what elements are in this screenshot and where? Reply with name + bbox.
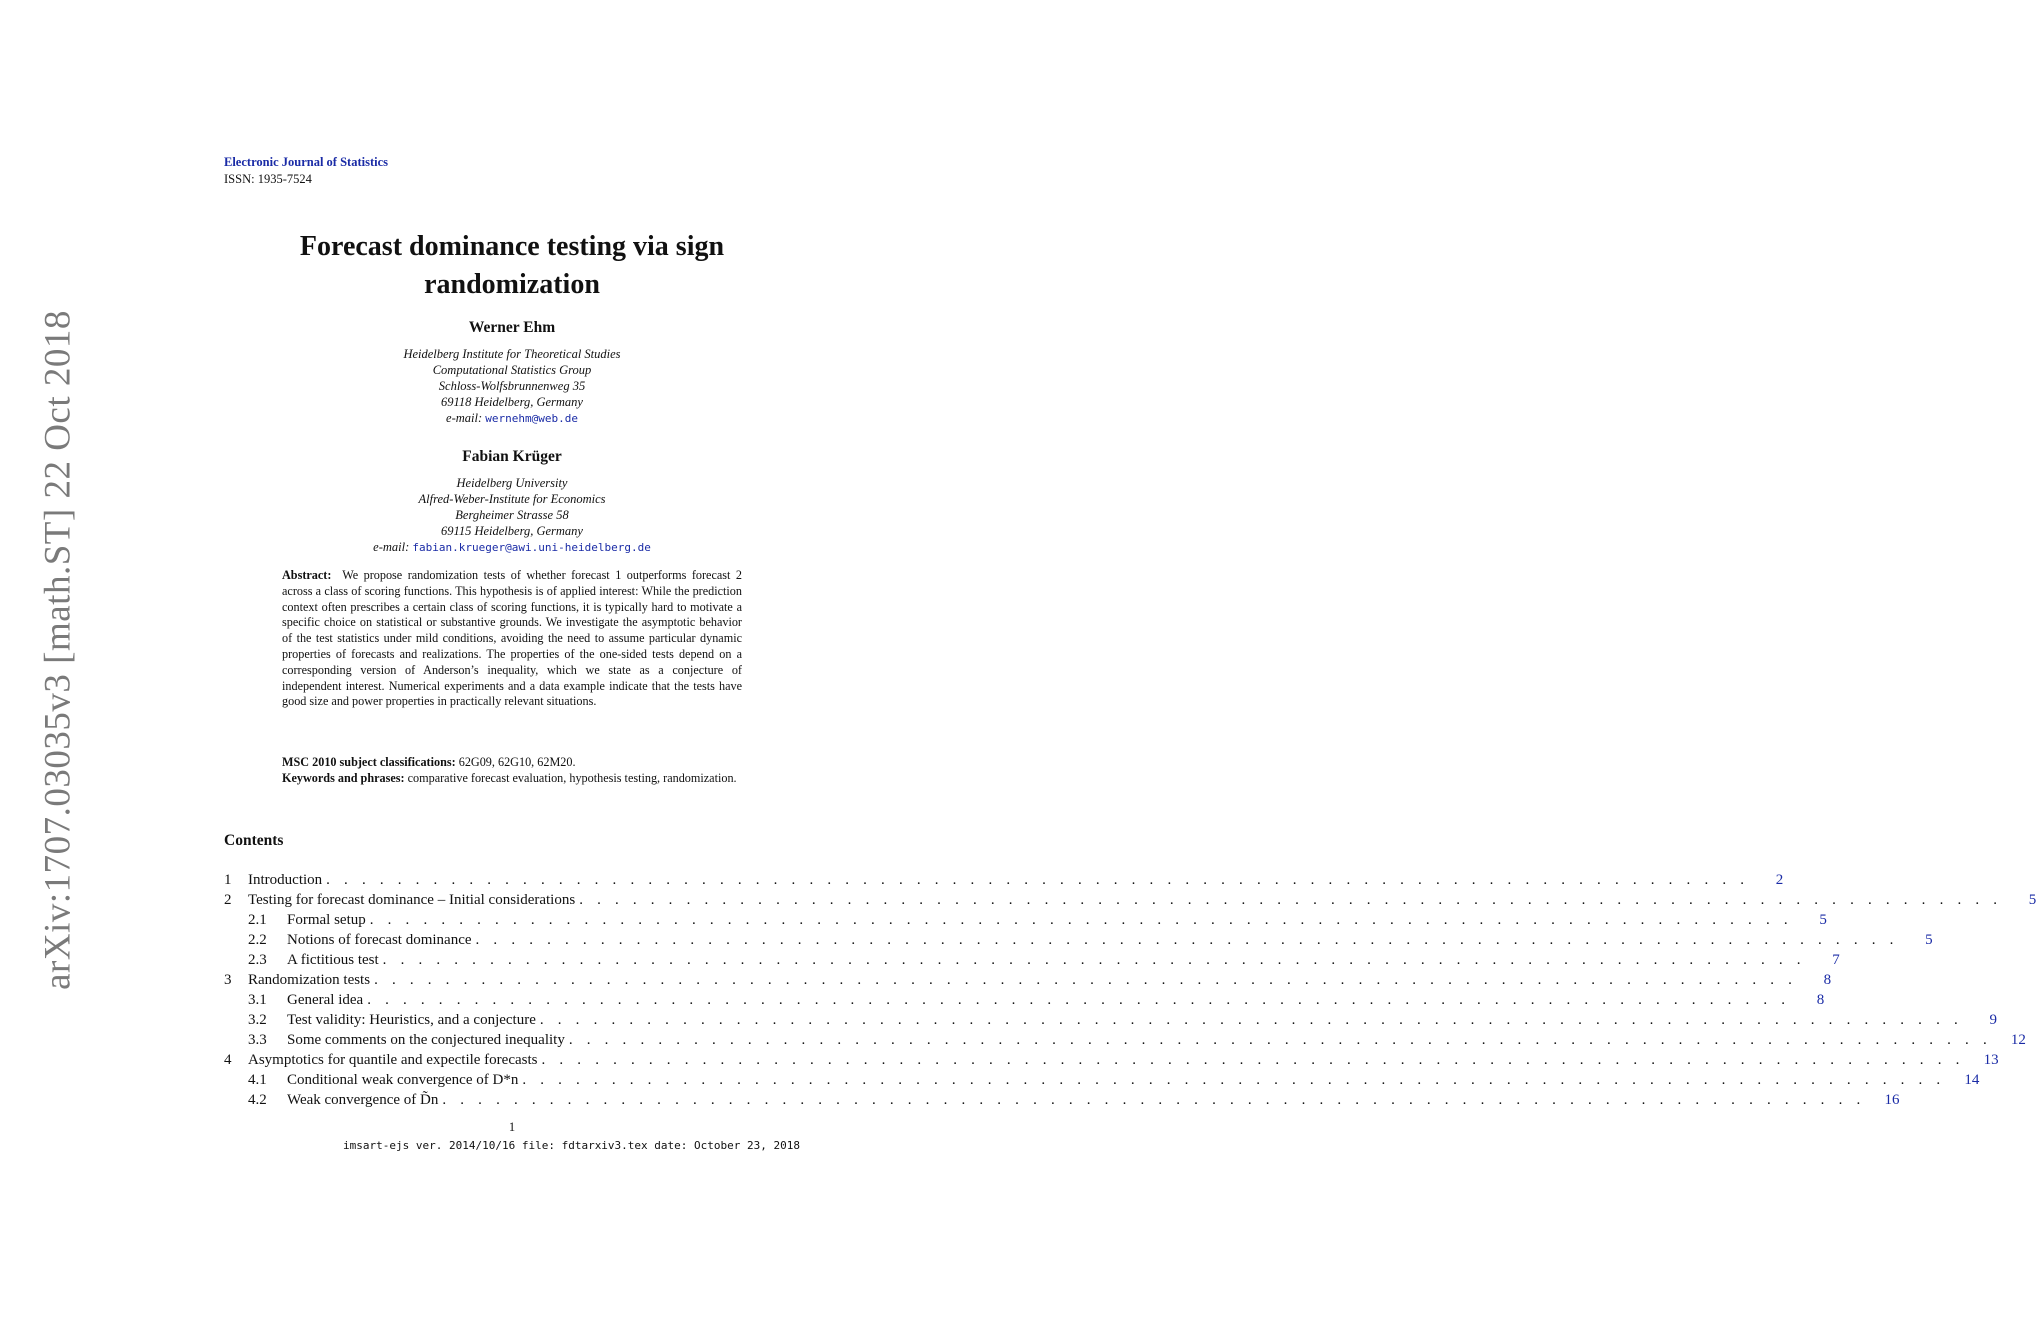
toc-number: 3.2 [248, 1012, 267, 1028]
author-affiliation [224, 475, 800, 556]
contents-heading: Contents [224, 832, 284, 849]
affiliation-line: Heidelberg University [456, 476, 568, 490]
toc-number: 4.1 [248, 1072, 267, 1088]
toc-entry[interactable] [224, 1050, 1999, 1070]
toc-entry[interactable] [224, 1090, 1900, 1110]
toc-number: 4 [224, 1052, 232, 1068]
toc-page-link[interactable]: 13 [1983, 1052, 1999, 1068]
toc-page-link[interactable]: 12 [2010, 1032, 2026, 1048]
keywords-line [282, 771, 742, 787]
toc-number: 2.3 [248, 952, 267, 968]
toc-page-link[interactable]: 8 [1823, 972, 1832, 988]
toc-page-link[interactable]: 14 [1964, 1072, 1980, 1088]
affiliation-line: Schloss-Wolfsbrunnenweg 35 [438, 379, 586, 393]
email-link[interactable]: fabian.krueger@awi.uni-heidelberg.de [412, 541, 651, 554]
toc-number: 1 [224, 872, 232, 888]
affiliation-line: Computational Statistics Group [432, 363, 592, 377]
toc-number: 2.2 [248, 932, 267, 948]
toc-number: 3.3 [248, 1032, 267, 1048]
toc-title[interactable]: Test validity: Heuristics, and a conjecture [287, 1010, 540, 1030]
email-link[interactable]: wernehm@web.de [485, 412, 578, 425]
toc-page-link[interactable]: 7 [1832, 952, 1840, 968]
toc-leader-dots: . . . . . . . . . . . . . . . . . . . . . . . . . . . . . . . . . . . . . . . . . . . . . . . . . . . . . . . . . . . . . . . . . . . . . . . . . . . . . . . . [475, 932, 1899, 948]
affiliation-line: 69115 Heidelberg, Germany [441, 524, 583, 538]
toc-page-link[interactable]: 16 [1884, 1092, 1900, 1108]
toc-page-link[interactable]: 2 [1775, 872, 1784, 888]
toc-leader-dots: . . . . . . . . . . . . . . . . . . . . . . . . . . . . . . . . . . . . . . . . . . . . . . . . . . . . . . . . . . . . . . . . . . . . . . . . . . . . . . . . [382, 952, 1806, 968]
msc-label: MSC 2010 subject classifications: [282, 755, 456, 769]
toc-page-link[interactable]: 5 [2028, 892, 2036, 908]
toc-leader-dots: . . . . . . . . . . . . . . . . . . . . . . . . . . . . . . . . . . . . . . . . . . . . . . . . . . . . . . . . . . . . . . . . . . . . . . . . . . . . . . . . [539, 1012, 1963, 1028]
email-label: e-mail: [373, 540, 410, 554]
toc-title[interactable]: General idea [287, 990, 367, 1010]
msc-line [282, 755, 742, 771]
toc-leader-dots: . . . . . . . . . . . . . . . . . . . . . . . . . . . . . . . . . . . . . . . . . . . . . . . . . . . . . . . . . . . . . . . . . . . . . . . . . . . . . . . . [369, 912, 1793, 928]
email-line [224, 410, 800, 427]
affiliation-line: Heidelberg Institute for Theoretical Studies [403, 347, 621, 361]
toc-title[interactable]: Testing for forecast dominance – Initial considerations [248, 890, 579, 910]
toc-title[interactable]: Notions of forecast dominance [287, 930, 476, 950]
toc-entry[interactable] [224, 890, 2036, 910]
toc-number: 3.1 [248, 992, 267, 1008]
keywords-text: comparative forecast evaluation, hypothesis testing, randomization. [407, 770, 737, 785]
toc-page-link[interactable]: 9 [1989, 1012, 1997, 1028]
toc-title[interactable]: Randomization tests [248, 970, 374, 990]
toc-page-link[interactable]: 5 [1925, 932, 1933, 948]
toc-title[interactable]: Weak convergence of D̃n [287, 1090, 442, 1110]
toc-leader-dots: . . . . . . . . . . . . . . . . . . . . . . . . . . . . . . . . . . . . . . . . . . . . . . . . . . . . . . . . . . . . . . . . . . . . . . . . . . . . . . . . [442, 1092, 1866, 1108]
paper-title: Forecast dominance testing via sign randomization [299, 231, 725, 300]
toc-entry[interactable] [224, 910, 1827, 930]
classifications [282, 755, 742, 787]
toc-entry[interactable] [224, 1070, 1980, 1090]
email-label: e-mail: [446, 411, 483, 425]
toc-title[interactable]: Conditional weak convergence of D*n [287, 1070, 522, 1090]
author-name: Werner Ehm [468, 319, 556, 336]
toc-entry[interactable] [224, 1030, 2026, 1050]
email-line [224, 539, 800, 556]
toc-title[interactable]: Asymptotics for quantile and expectile forecasts [248, 1050, 542, 1070]
author-name: Fabian Krüger [462, 448, 562, 465]
toc-page-link[interactable]: 5 [1819, 912, 1827, 928]
keywords-label: Keywords and phrases: [282, 770, 405, 785]
toc-leader-dots: . . . . . . . . . . . . . . . . . . . . . . . . . . . . . . . . . . . . . . . . . . . . . . . . . . . . . . . . . . . . . . . . . . . . . . . . . . . . . . . . [568, 1032, 1992, 1048]
toc-entry[interactable] [224, 990, 1825, 1010]
table-of-contents [224, 870, 2036, 1110]
toc-leader-dots: . . . . . . . . . . . . . . . . . . . . . . . . . . . . . . . . . . . . . . . . . . . . . . . . . . . . . . . . . . . . . . . . . . . . . . . . . . . . . . . . [541, 1052, 1965, 1068]
affiliation-line: 69118 Heidelberg, Germany [441, 395, 583, 409]
toc-title[interactable]: Formal setup [287, 910, 370, 930]
footer-info: imsart-ejs ver. 2014/10/16 file: fdtarxiv3.tex date: October 23, 2018 [343, 1139, 800, 1152]
toc-page-link[interactable]: 8 [1816, 992, 1825, 1008]
toc-leader-dots: . . . . . . . . . . . . . . . . . . . . . . . . . . . . . . . . . . . . . . . . . . . . . . . . . . . . . . . . . . . . . . . . . . . . . . . . . . . . . . . . [367, 992, 1791, 1008]
toc-title[interactable]: Some comments on the conjectured inequality [287, 1030, 569, 1050]
page-number: 1 [508, 1120, 516, 1134]
toc-number: 2.1 [248, 912, 267, 928]
affiliation-line: Bergheimer Strasse 58 [455, 508, 569, 522]
abstract-text: We propose randomization tests of whether forecast 1 outperforms forecast 2 across a class of scoring functions. This hypothesis is of applied interest: While the prediction context often prescribes a certain class of scoring functions, it is typically hard to motivate a specific choice on statistical or substantive grounds. We investigate the asymptotic behavior of the test statistics under mild conditions, avoiding the need to assume particular dynamic properties of forecasts and realizations. The properties of the one-sided tests depend on a corresponding version of Anderson’s inequality, which we state as a conjecture of independent interest. Numerical experiments and a data example indicate that the tests have good size and power properties in practically relevant situations. [282, 568, 742, 709]
toc-title[interactable]: A fictitious test [287, 950, 383, 970]
toc-entry[interactable] [224, 1010, 1997, 1030]
toc-number: 2 [224, 892, 232, 908]
toc-leader-dots: . . . . . . . . . . . . . . . . . . . . . . . . . . . . . . . . . . . . . . . . . . . . . . . . . . . . . . . . . . . . . . . . . . . . . . . . . . . . . . . . [326, 872, 1750, 888]
msc-codes: 62G09, 62G10, 62M20. [458, 755, 576, 769]
journal-name[interactable]: Electronic Journal of Statistics [224, 155, 388, 169]
toc-entry[interactable] [224, 930, 1933, 950]
arxiv-stamp: arXiv:1707.03035v3 [math.ST] 22 Oct 2018 [37, 310, 79, 990]
abstract [282, 568, 742, 710]
toc-number: 3 [224, 972, 232, 988]
abstract-label: Abstract: [282, 568, 332, 582]
toc-number: 4.2 [248, 1092, 267, 1108]
toc-leader-dots: . . . . . . . . . . . . . . . . . . . . . . . . . . . . . . . . . . . . . . . . . . . . . . . . . . . . . . . . . . . . . . . . . . . . . . . . . . . . . . . . [374, 972, 1798, 988]
toc-entry[interactable] [224, 950, 1840, 970]
toc-title[interactable]: Introduction [248, 870, 326, 890]
toc-entry[interactable] [224, 970, 1832, 990]
author-affiliation [224, 346, 800, 427]
affiliation-line: Alfred-Weber-Institute for Economics [418, 492, 606, 506]
toc-leader-dots: . . . . . . . . . . . . . . . . . . . . . . . . . . . . . . . . . . . . . . . . . . . . . . . . . . . . . . . . . . . . . . . . . . . . . . . . . . . . . . . . [579, 892, 2003, 908]
issn: ISSN: 1935-7524 [224, 172, 312, 186]
toc-entry[interactable] [224, 870, 1784, 890]
toc-leader-dots: . . . . . . . . . . . . . . . . . . . . . . . . . . . . . . . . . . . . . . . . . . . . . . . . . . . . . . . . . . . . . . . . . . . . . . . . . . . . . . . . [522, 1072, 1946, 1088]
